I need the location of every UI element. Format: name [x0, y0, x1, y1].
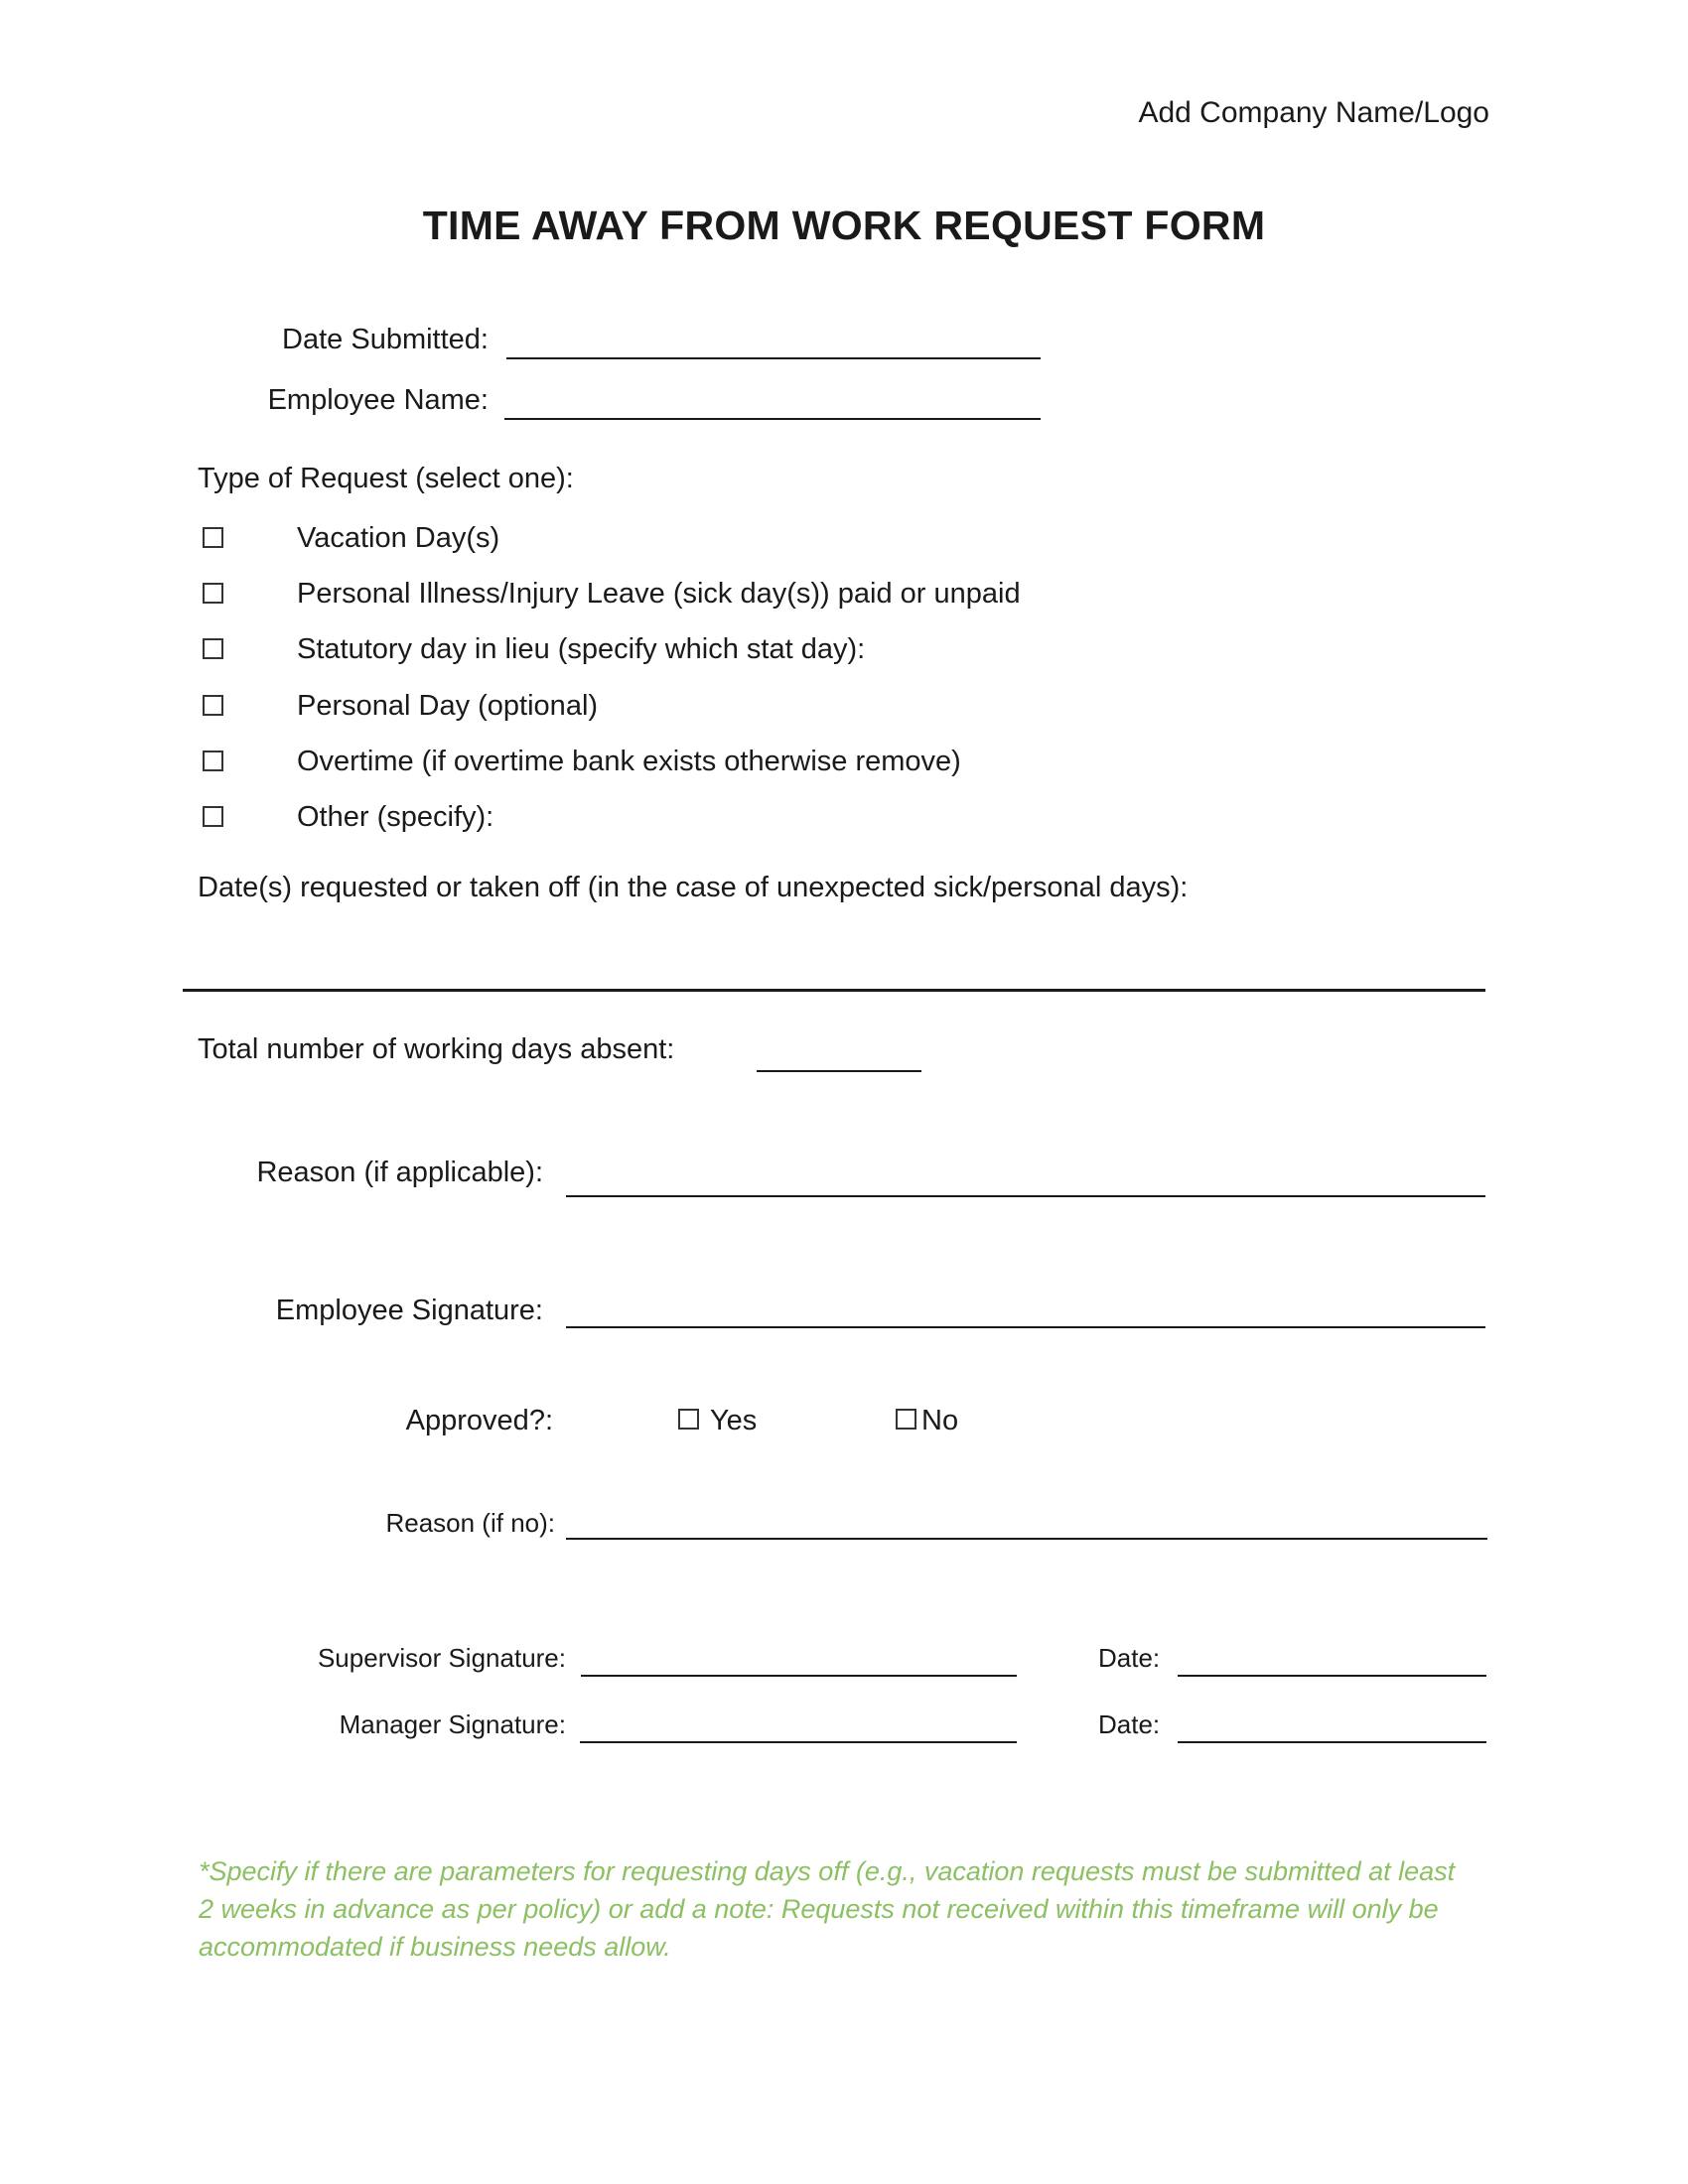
- personal-day-checkbox[interactable]: [203, 695, 223, 716]
- personal-day-option-label: Personal Day (optional): [297, 690, 599, 722]
- date-submitted-label: Date Submitted:: [282, 324, 489, 355]
- approved-label: Approved?:: [405, 1405, 553, 1436]
- form-title: TIME AWAY FROM WORK REQUEST FORM: [422, 203, 1266, 248]
- manager-date-field[interactable]: [1178, 1741, 1486, 1743]
- other-option-label: Other (specify):: [297, 801, 494, 833]
- other-checkbox[interactable]: [203, 806, 223, 827]
- overtime-option-label: Overtime (if overtime bank exists otherwise remove): [297, 746, 961, 777]
- reason-field[interactable]: [566, 1195, 1485, 1197]
- request-type-label: Type of Request (select one):: [198, 463, 574, 494]
- employee-name-label: Employee Name:: [267, 384, 489, 416]
- approved-yes-label: Yes: [710, 1405, 758, 1436]
- manager-date-label: Date:: [1098, 1709, 1161, 1739]
- vacation-checkbox[interactable]: [203, 527, 223, 548]
- total-days-field[interactable]: [757, 1070, 921, 1072]
- footnote-line: 2 weeks in advance as per policy) or add a note: Requests not received within this timeframe will only be: [199, 1894, 1439, 1924]
- approved-yes-checkbox[interactable]: [678, 1409, 699, 1430]
- reason-if-no-field[interactable]: [566, 1538, 1487, 1540]
- statutory-day-option-label: Statutory day in lieu (specify which stat day):: [297, 633, 866, 665]
- approved-no-label: No: [921, 1405, 959, 1436]
- company-name-placeholder: Add Company Name/Logo: [1138, 96, 1489, 129]
- supervisor-date-field[interactable]: [1178, 1675, 1486, 1677]
- dates-requested-label: Date(s) requested or taken off (in the case of unexpected sick/personal days):: [198, 872, 1189, 903]
- manager-signature-field[interactable]: [580, 1741, 1017, 1743]
- policy-footnote: [199, 1852, 1489, 1966]
- employee-signature-field[interactable]: [566, 1326, 1485, 1328]
- date-submitted-field[interactable]: [506, 357, 1041, 359]
- sick-leave-option-label: Personal Illness/Injury Leave (sick day(s)) paid or unpaid: [297, 578, 1021, 610]
- footnote-line: *Specify if there are parameters for requesting days off (e.g., vacation requests must be submitted at least: [199, 1856, 1456, 1886]
- supervisor-date-label: Date:: [1098, 1643, 1161, 1673]
- supervisor-signature-field[interactable]: [581, 1675, 1017, 1677]
- employee-signature-label: Employee Signature:: [275, 1295, 543, 1326]
- statutory-day-checkbox[interactable]: [203, 638, 223, 659]
- approved-no-checkbox[interactable]: [896, 1409, 916, 1430]
- reason-label: Reason (if applicable):: [256, 1157, 543, 1188]
- dates-requested-field[interactable]: [183, 989, 1485, 992]
- employee-name-field[interactable]: [504, 418, 1041, 420]
- overtime-checkbox[interactable]: [203, 751, 223, 771]
- footnote-line: accommodated if business needs allow.: [199, 1932, 671, 1962]
- manager-signature-label: Manager Signature:: [339, 1709, 566, 1739]
- supervisor-signature-label: Supervisor Signature:: [317, 1643, 566, 1673]
- total-days-label: Total number of working days absent:: [198, 1033, 675, 1065]
- reason-if-no-label: Reason (if no):: [385, 1508, 555, 1538]
- vacation-option-label: Vacation Day(s): [297, 522, 500, 554]
- sick-leave-checkbox[interactable]: [203, 583, 223, 604]
